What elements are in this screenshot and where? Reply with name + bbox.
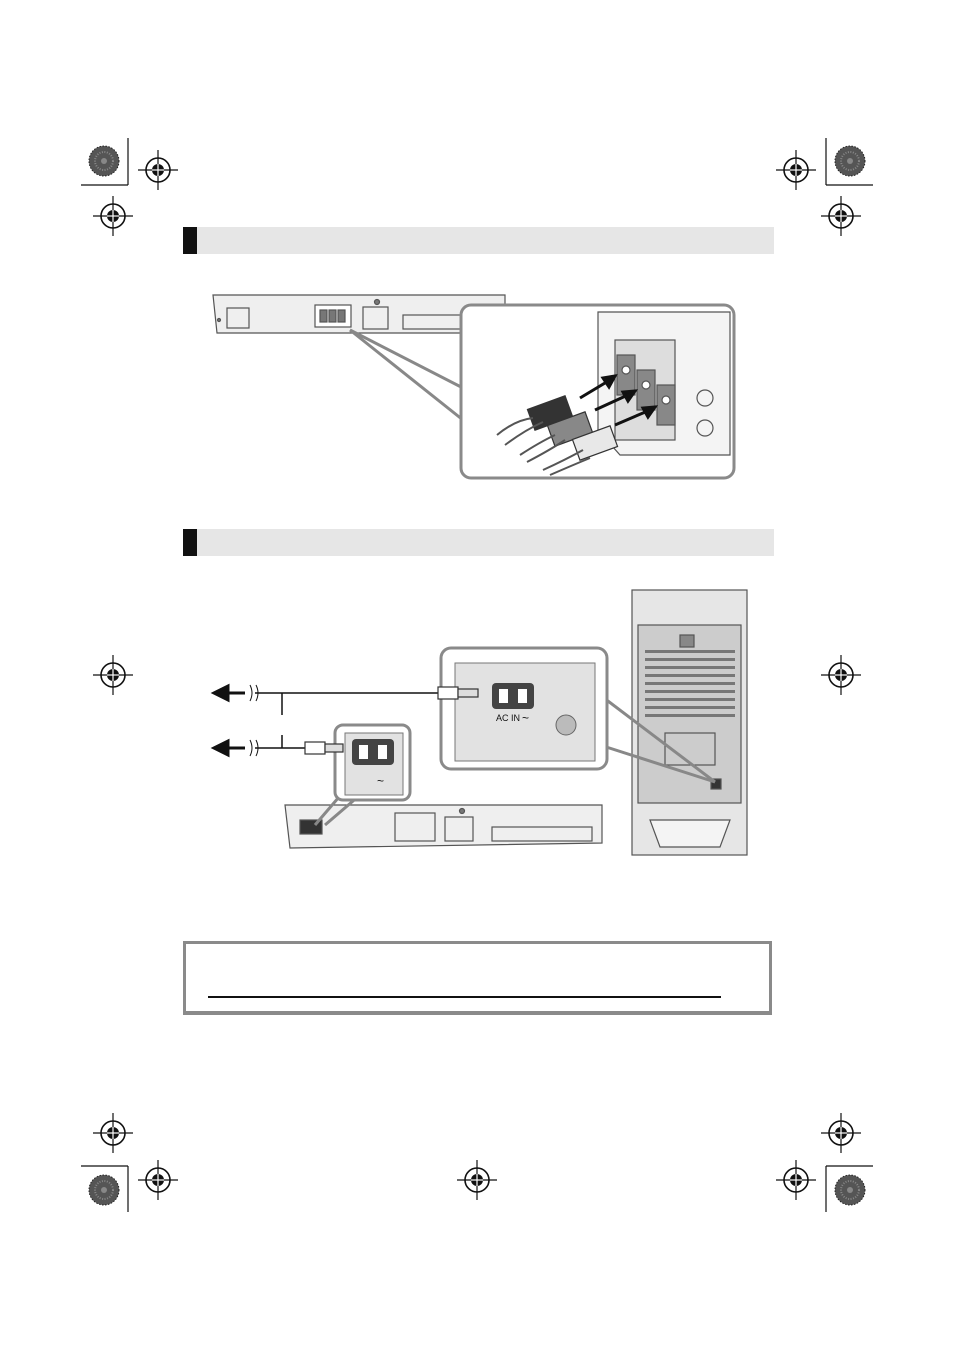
ac-symbol-main: ~ (377, 774, 385, 788)
section-marker (183, 529, 197, 556)
ac-connection-diagram (200, 585, 755, 860)
note-rule (208, 996, 721, 998)
section-header-speaker (183, 227, 774, 254)
arrow-icon (214, 686, 245, 755)
main-unit-rear (285, 805, 602, 848)
note-box (183, 941, 772, 1015)
speaker-connection-diagram (205, 290, 745, 485)
ac-in-label: AC IN (496, 713, 521, 723)
section-marker (183, 227, 197, 254)
ac-symbol: ~ (522, 711, 530, 725)
section-header-ac (183, 529, 774, 556)
terminal-panel (598, 312, 730, 455)
subwoofer (632, 590, 747, 855)
